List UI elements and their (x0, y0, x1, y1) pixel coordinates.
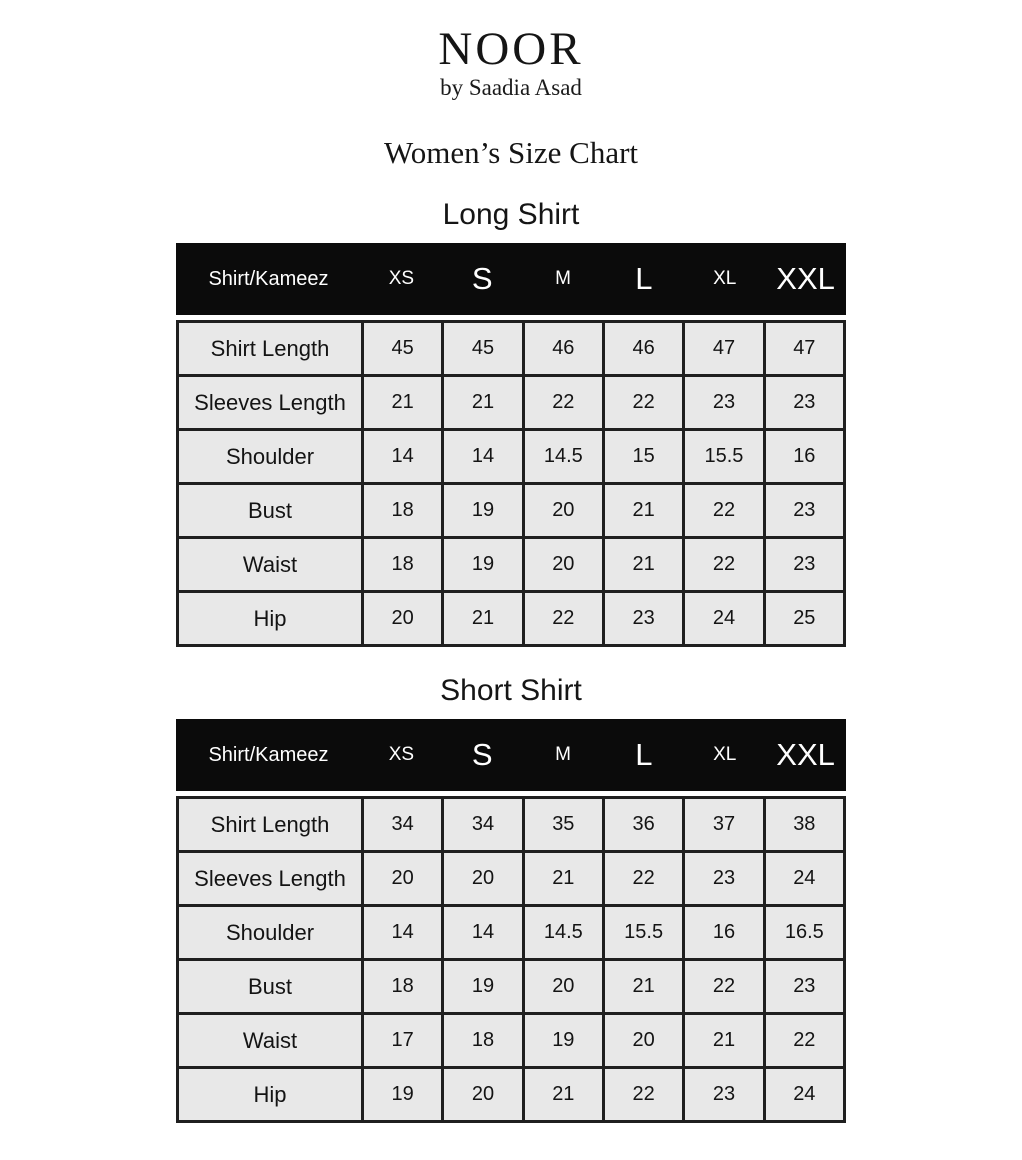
size-value-cell: 47 (684, 322, 764, 376)
size-value-cell: 14 (443, 430, 523, 484)
size-value-cell: 23 (684, 852, 764, 906)
size-value-cell: 22 (603, 1068, 683, 1122)
measurements-table (176, 796, 846, 1123)
size-chart (176, 719, 846, 1123)
size-value-cell: 19 (443, 960, 523, 1014)
size-chart-section (0, 674, 1022, 1123)
row-label: Hip (178, 1068, 363, 1122)
size-value-cell: 21 (443, 592, 523, 646)
size-column-header: XL (713, 744, 737, 765)
size-value-cell: 18 (363, 538, 443, 592)
size-value-cell: 20 (523, 960, 603, 1014)
size-value-cell: 38 (764, 798, 844, 852)
size-value-cell: 47 (764, 322, 844, 376)
size-column-header: L (635, 737, 653, 772)
measurements-table (176, 320, 846, 647)
size-value-cell: 19 (443, 484, 523, 538)
size-value-cell: 15.5 (603, 906, 683, 960)
size-value-cell: 24 (764, 1068, 844, 1122)
table-header-row (176, 719, 846, 791)
table-row (178, 376, 845, 430)
size-column-header: M (555, 744, 571, 765)
table-row (178, 538, 845, 592)
size-column-header: XL (713, 268, 737, 289)
size-value-cell: 20 (523, 484, 603, 538)
table-row (178, 798, 845, 852)
table-row (178, 484, 845, 538)
size-chart (176, 243, 846, 647)
size-value-cell: 24 (764, 852, 844, 906)
size-value-cell: 45 (363, 322, 443, 376)
table-row (178, 1014, 845, 1068)
measurement-column-header: Shirt/Kameez (208, 267, 329, 290)
size-column-header: XXL (776, 261, 835, 296)
size-value-cell: 23 (684, 1068, 764, 1122)
size-value-cell: 21 (523, 1068, 603, 1122)
row-label: Bust (178, 484, 363, 538)
row-label: Waist (178, 538, 363, 592)
size-column-header: XS (388, 268, 415, 289)
size-column-header: S (471, 261, 493, 296)
measurement-column-header: Shirt/Kameez (208, 743, 329, 766)
size-value-cell: 22 (603, 376, 683, 430)
size-value-cell: 14.5 (523, 430, 603, 484)
size-value-cell: 14 (443, 906, 523, 960)
size-value-cell: 18 (363, 484, 443, 538)
size-value-cell: 16 (684, 906, 764, 960)
size-value-cell: 14.5 (523, 906, 603, 960)
size-value-cell: 20 (603, 1014, 683, 1068)
size-value-cell: 14 (363, 430, 443, 484)
size-value-cell: 22 (684, 960, 764, 1014)
size-value-cell: 20 (523, 538, 603, 592)
table-row (178, 852, 845, 906)
table-row (178, 592, 845, 646)
row-label: Shirt Length (178, 322, 363, 376)
size-value-cell: 21 (443, 376, 523, 430)
size-value-cell: 22 (684, 538, 764, 592)
size-value-cell: 21 (603, 484, 683, 538)
brand-logo (0, 23, 1022, 100)
size-value-cell: 34 (443, 798, 523, 852)
size-value-cell: 21 (523, 852, 603, 906)
table-row (178, 430, 845, 484)
size-value-cell: 46 (603, 322, 683, 376)
size-value-cell: 16 (764, 430, 844, 484)
size-value-cell: 19 (443, 538, 523, 592)
row-label: Shoulder (178, 430, 363, 484)
size-value-cell: 23 (764, 960, 844, 1014)
size-value-cell: 22 (603, 852, 683, 906)
row-label: Waist (178, 1014, 363, 1068)
size-column-header: XS (388, 744, 415, 765)
size-column-header: M (555, 268, 571, 289)
size-value-cell: 22 (684, 484, 764, 538)
size-value-cell: 19 (363, 1068, 443, 1122)
row-label: Sleeves Length (178, 852, 363, 906)
size-value-cell: 21 (363, 376, 443, 430)
size-value-cell: 14 (363, 906, 443, 960)
size-value-cell: 21 (603, 960, 683, 1014)
size-value-cell: 20 (363, 852, 443, 906)
size-value-cell: 46 (523, 322, 603, 376)
size-value-cell: 21 (684, 1014, 764, 1068)
table-header-row (176, 243, 846, 315)
size-column-header: L (635, 261, 653, 296)
size-value-cell: 22 (764, 1014, 844, 1068)
size-value-cell: 24 (684, 592, 764, 646)
table-row (178, 322, 845, 376)
size-column-header: XXL (776, 737, 835, 772)
table-title: Short Shirt (440, 674, 582, 707)
row-label: Sleeves Length (178, 376, 363, 430)
page-title: Women’s Size Chart (383, 135, 639, 170)
size-value-cell: 35 (523, 798, 603, 852)
row-label: Bust (178, 960, 363, 1014)
size-value-cell: 15.5 (684, 430, 764, 484)
size-value-cell: 23 (684, 376, 764, 430)
size-value-cell: 20 (443, 852, 523, 906)
size-value-cell: 18 (363, 960, 443, 1014)
size-value-cell: 15 (603, 430, 683, 484)
size-value-cell: 23 (764, 538, 844, 592)
row-label: Shoulder (178, 906, 363, 960)
size-column-header: S (471, 737, 493, 772)
brand-name: NOOR (438, 23, 584, 75)
size-tables-container (0, 198, 1022, 1123)
size-value-cell: 21 (603, 538, 683, 592)
size-value-cell: 34 (363, 798, 443, 852)
size-value-cell: 23 (764, 376, 844, 430)
size-value-cell: 23 (603, 592, 683, 646)
size-value-cell: 22 (523, 376, 603, 430)
size-value-cell: 36 (603, 798, 683, 852)
size-value-cell: 25 (764, 592, 844, 646)
size-chart-section (0, 198, 1022, 647)
size-value-cell: 20 (363, 592, 443, 646)
size-value-cell: 23 (764, 484, 844, 538)
size-value-cell: 16.5 (764, 906, 844, 960)
row-label: Hip (178, 592, 363, 646)
size-value-cell: 19 (523, 1014, 603, 1068)
table-row (178, 906, 845, 960)
size-value-cell: 22 (523, 592, 603, 646)
table-row (178, 960, 845, 1014)
table-title: Long Shirt (442, 198, 580, 231)
table-row (178, 1068, 845, 1122)
row-label: Shirt Length (178, 798, 363, 852)
size-value-cell: 17 (363, 1014, 443, 1068)
size-value-cell: 45 (443, 322, 523, 376)
size-value-cell: 20 (443, 1068, 523, 1122)
size-value-cell: 18 (443, 1014, 523, 1068)
brand-tagline: by Saadia Asad (440, 75, 582, 100)
size-value-cell: 37 (684, 798, 764, 852)
